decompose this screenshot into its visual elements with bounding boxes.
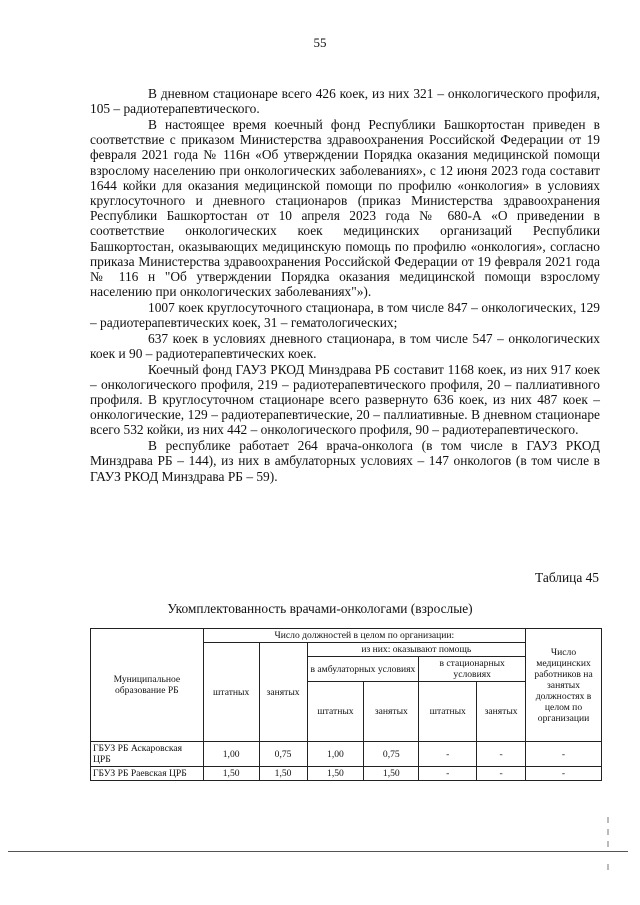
cell: - <box>526 742 602 767</box>
scan-mark <box>607 829 609 835</box>
cell: 1,50 <box>307 767 364 781</box>
paragraph: 637 коек в условиях дневного стационара, в том числе 547 – онкологических коек и 90 – радиотерапевтических коек. <box>90 330 600 361</box>
header-of-them-help: из них: оказывают помощь <box>307 643 526 657</box>
table-row <box>91 742 602 767</box>
header-inpatient-occupied: занятых <box>477 682 526 742</box>
header-inpatient: в стационарных условиях <box>419 657 526 682</box>
paragraph: Коечный фонд ГАУЗ РКОД Минздрава РБ составит 1168 коек, из них 917 коек – онкологического профиля, 219 – радиотерапевтического профиля, 20 – паллиативного профиля. В круглосуточном стационаре всего развернуто 636 коек, из них 487 коек – онкологические, 129 – радиотерапевтические, 20 – паллиативные. В дневном стационаре всего 532 койки, из них 442 – онкологического профиля, 90 – радиотерапевтического. <box>90 361 600 438</box>
header-staff: штатных <box>203 643 259 742</box>
page-bottom-rule <box>8 851 628 852</box>
table-row <box>91 767 602 781</box>
paragraph: В дневном стационаре всего 426 коек, из них 321 – онкологического профиля, 105 – радиотерапевтического. <box>90 86 600 117</box>
header-inpatient-staff: штатных <box>419 682 477 742</box>
header-occupied: занятых <box>259 643 307 742</box>
cell: 1,50 <box>259 767 307 781</box>
staffing-table <box>90 628 602 781</box>
page-number: 55 <box>313 35 327 50</box>
table-number: Таблица 45 <box>535 570 599 585</box>
header-municipality: Муниципальное образование РБ <box>91 629 204 742</box>
header-outpatient-staff: штатных <box>307 682 364 742</box>
paragraph: В настоящее время коечный фонд Республики Башкортостан приведен в соответствие с приказом Министерства здравоохранения Российской Федерации от 19 февраля 2021 года № 116н «Об утверждении Порядка оказания медицинской помощи взрослому населению при онкологических заболеваниях», с 12 июня 2023 года составит 1644 койки для оказания медицинской помощи по профилю «онкология» в условиях круглосуточного и дневного стационаров (приказ Министерства здравоохранения Республики Башкортостан от 10 апреля 2023 года № 680-А «О приведении в соответствие онкологических коек медицинских организаций Республики Башкортостан, оказывающих медицинскую помощь по профилю «онкология», согласно приказа Министерства здравоохранения Российской Федерации от 19 февраля 2021 года № 116 н "Об утверждении Порядка оказания медицинской помощи взрослому населению при онкологических заболеваниях"»). <box>90 116 600 300</box>
header-positions-total: Число должностей в целом по организации: <box>203 629 525 643</box>
cell: 1,50 <box>364 767 419 781</box>
scan-mark <box>607 817 609 823</box>
row-name: ГБУЗ РБ Раевская ЦРБ <box>91 767 204 781</box>
body-text <box>90 86 600 484</box>
header-outpatient: в амбулаторных условиях <box>307 657 419 682</box>
cell: 0,75 <box>259 742 307 767</box>
table-title: Укомплектованность врачами-онкологами (взрослые) <box>167 601 473 616</box>
cell: - <box>477 767 526 781</box>
cell: - <box>477 742 526 767</box>
header-outpatient-occupied: занятых <box>364 682 419 742</box>
cell: - <box>419 742 477 767</box>
cell: 1,00 <box>307 742 364 767</box>
cell: 0,75 <box>364 742 419 767</box>
scan-mark <box>607 864 609 870</box>
paragraph: 1007 коек круглосуточного стационара, в том числе 847 – онкологических, 129 – радиотерапевтических коек, 31 – гематологических; <box>90 299 600 331</box>
paragraph: В республике работает 264 врача-онколога (в том числе в ГАУЗ РКОД Минздрава РБ – 144), из них в амбулаторных условиях – 147 онкологов (в том числе в ГАУЗ РКОД Минздрава РБ – 59). <box>90 438 600 484</box>
cell: - <box>526 767 602 781</box>
cell: 1,00 <box>203 742 259 767</box>
cell: 1,50 <box>203 767 259 781</box>
cell: - <box>419 767 477 781</box>
scan-mark <box>607 841 609 847</box>
header-workers-count: Число медицинских работников на занятых должностях в целом по организации <box>526 629 602 742</box>
row-name: ГБУЗ РБ Аскаровская ЦРБ <box>91 742 204 767</box>
